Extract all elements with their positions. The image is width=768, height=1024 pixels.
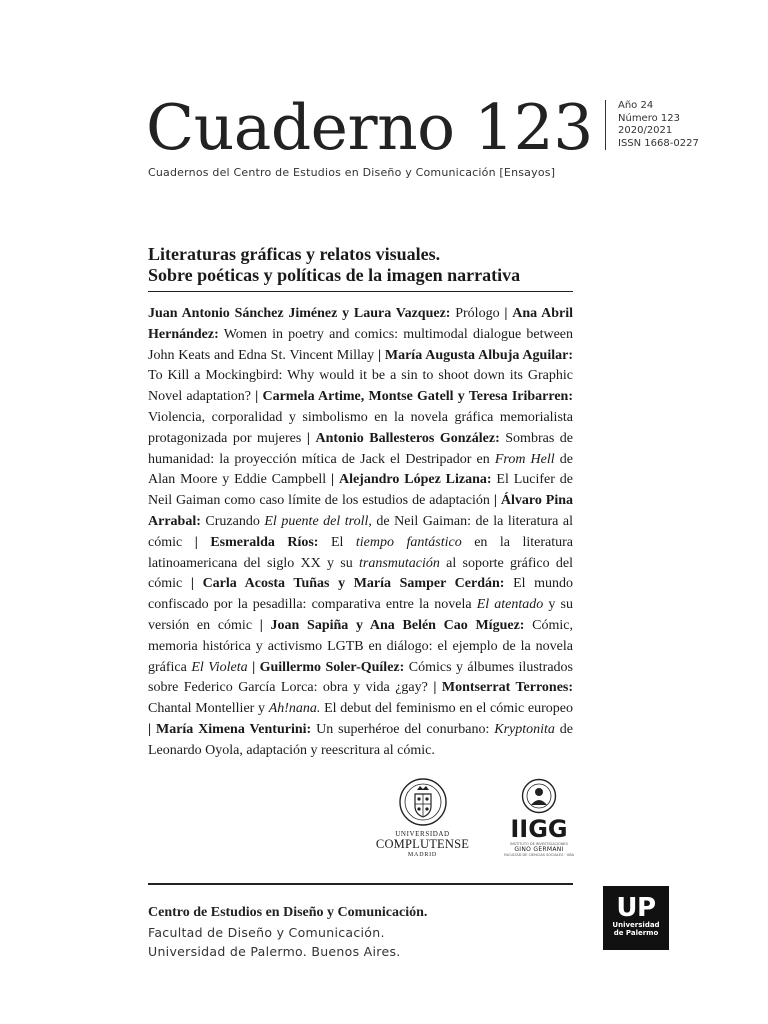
entry-separator: |	[252, 659, 256, 675]
meta-issn: ISSN 1668-0227	[618, 137, 699, 149]
up-logo-line-2: de Palermo	[613, 929, 659, 937]
entry-author: María Ximena Venturini:	[155, 721, 312, 737]
meta-period: 2020/2021	[618, 125, 673, 136]
ucm-seal-icon	[398, 776, 448, 828]
ucm-name-label: COMPLUTENSE	[375, 837, 470, 851]
up-logo-line-1: Universidad	[612, 921, 660, 929]
entry-title: El tiempo fantástico en la literatura latinoamericana del siglo XX y su transmutación al soporte gráfico del cómic	[148, 534, 574, 592]
entry-separator: |	[306, 430, 310, 446]
entry-title: El Lucifer de Neil Gaiman como caso límite de los estudios de adaptación	[148, 472, 574, 509]
entry-author: Ana Abril Hernández:	[148, 306, 574, 342]
entry-author: Álvaro Pina Arrabal:	[148, 493, 574, 529]
entry-author: Antonio Ballesteros González:	[315, 430, 500, 446]
issue-title	[148, 244, 578, 286]
entry-author: Joan Sapiña y Ana Belén Cao Míguez:	[270, 617, 525, 633]
footer-center: Centro de Estudios en Diseño y Comunicación.	[148, 905, 428, 920]
entry-title: Sombras de humanidad: la proyección mítica de Jack el Destripador en From Hell de Alan Moore y Eddie Campbell	[148, 430, 574, 488]
up-logo-mark: UP	[616, 893, 656, 923]
iigg-name-label: GINO GERMANI	[514, 846, 564, 853]
entry-author: Alejandro López Lizana:	[338, 472, 492, 488]
entry-separator: |	[194, 534, 198, 550]
entry-author: María Augusta Albuja Aguilar:	[384, 347, 573, 363]
up-logo	[603, 886, 669, 950]
entry-author: Guillermo Soler-Quílez:	[259, 659, 405, 675]
bottom-divider	[148, 883, 573, 885]
entry-author: Carla Acosta Tuñas y María Samper Cerdán:	[202, 576, 505, 592]
issue-meta	[605, 100, 699, 150]
ucm-city-label: MADRID	[407, 852, 438, 858]
publisher-footer	[148, 903, 427, 962]
entry-title: Cómic, memoria histórica y activismo LGTB en diálogo: el ejemplo de la novela gráfica El Violeta	[148, 617, 573, 675]
entry-separator: |	[330, 472, 335, 488]
entry-author: Carmela Artime, Montse Gatell y Teresa Iribarren:	[262, 389, 574, 405]
entry-author: Montserrat Terrones:	[441, 680, 574, 696]
entry-author: Esmeralda Ríos:	[210, 534, 319, 550]
ucm-univ-label: UNIVERSIDAD	[395, 830, 450, 838]
entry-separator: |	[493, 493, 497, 509]
entry-title: El mundo confiscado por la pesadilla: comparativa entre la novela El atentado y su versión en cómic	[148, 576, 574, 633]
entry-title: Cómics y álbumes ilustrados sobre Federico García Lorca: obra y vida ¿gay?	[148, 659, 573, 696]
meta-year: Año 24	[618, 100, 654, 111]
ucm-logo	[370, 776, 475, 868]
entry-author: Juan Antonio Sánchez Jiménez y Laura Vazquez:	[148, 306, 451, 321]
entry-title: Un superhéroe del conurbano: Kryptonita de Leonardo Oyola, adaptación y reescritura al cómic.	[148, 721, 574, 758]
entry-title: Women in poetry and comics: multimodal dialogue between John Keats and Edna St. Vincent Millay	[148, 326, 573, 363]
entry-separator: |	[377, 347, 382, 363]
journal-title: Cuaderno 123	[146, 91, 593, 164]
institution-logos	[370, 776, 580, 868]
iigg-logo	[503, 778, 575, 857]
entry-title: To Kill a Mockingbird: Why would it be a sin to shoot down its Graphic Novel adaptation?	[148, 368, 573, 405]
iigg-faculty-label: FACULTAD DE CIENCIAS SOCIALES · UBA	[503, 853, 575, 857]
entry-separator: |	[148, 721, 152, 737]
entry-title: Prólogo	[455, 306, 500, 321]
entry-title: Cruzando El puente del troll, de Neil Gaiman: de la literatura al cómic	[148, 513, 573, 550]
footer-faculty: Facultad de Diseño y Comunicación.	[148, 924, 385, 940]
issue-title-line-1: Literaturas gráficas y relatos visuales.	[148, 244, 441, 264]
iigg-wordmark: IIGG	[510, 815, 568, 843]
entry-separator: |	[190, 576, 194, 592]
entry-separator: |	[504, 306, 508, 321]
journal-subtitle: Cuadernos del Centro de Estudios en Diseño y Comunicación [Ensayos]	[148, 166, 556, 179]
entry-separator: |	[255, 389, 259, 405]
table-of-contents	[148, 304, 573, 762]
iigg-seal-icon	[521, 778, 557, 814]
entry-title: Violencia, corporalidad y simbolismo en la novela gráfica memorialista protagonizada por mujeres	[148, 409, 573, 446]
entry-separator: |	[259, 617, 263, 633]
meta-number: Número 123	[618, 112, 680, 124]
footer-university: Universidad de Palermo. Buenos Aires.	[148, 944, 401, 959]
top-divider	[148, 291, 573, 292]
iigg-institute-label: INSTITUTO DE INVESTIGACIONES	[510, 842, 568, 846]
entry-title: Chantal Montellier y Ah!nana. El debut del feminismo en el cómic europeo	[148, 701, 573, 717]
issue-title-line-2: Sobre poéticas y políticas de la imagen narrativa	[148, 265, 521, 285]
entry-separator: |	[433, 680, 437, 696]
